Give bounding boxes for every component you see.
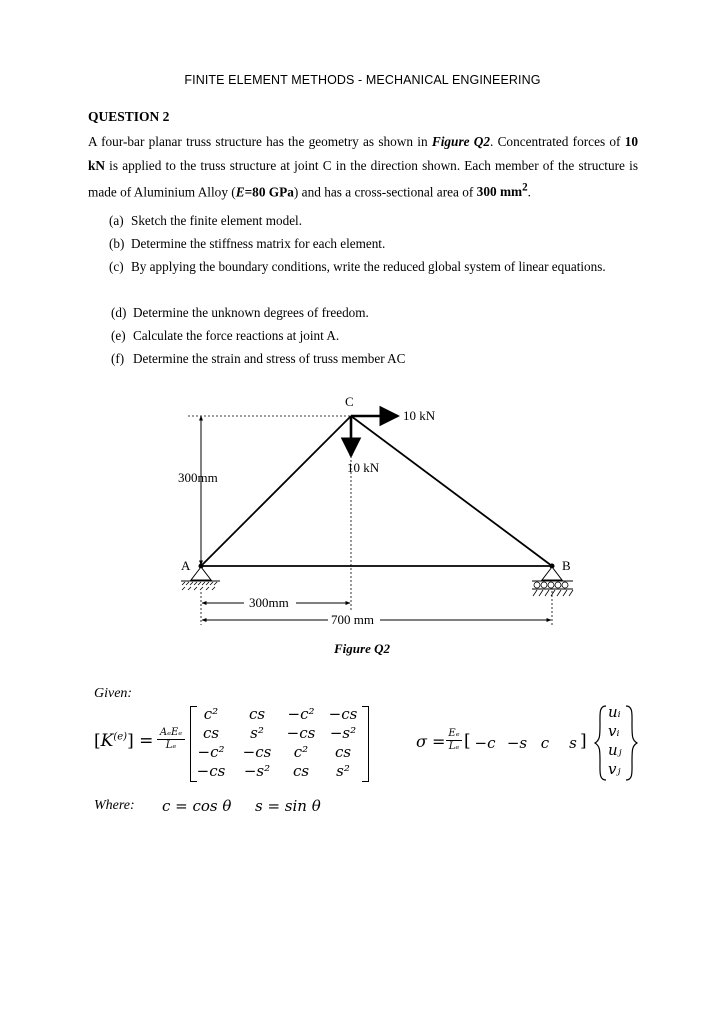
- matrix-cell: −cs: [286, 724, 316, 742]
- task-label: (a): [109, 213, 124, 228]
- node-label-b: B: [562, 558, 571, 573]
- task-text: By applying the boundary conditions, write the reduced global system of linear equations.: [131, 259, 606, 274]
- where-label: Where:: [94, 798, 135, 813]
- sigma-coefficient: [446, 728, 462, 752]
- intro-text-1: A four-bar planar truss structure has the geometry as shown in: [88, 134, 432, 149]
- matrix-cell: −c²: [287, 705, 315, 723]
- task-label: (f): [111, 351, 125, 366]
- stiffness-lhs: $[K^{(e)}]$ =: [94, 731, 154, 751]
- matrix-cell: −cs: [196, 762, 226, 780]
- stiffness-equation: [94, 700, 384, 782]
- intro-text-2: . Concentrated forces of: [490, 134, 625, 149]
- matrix-cell: −cs: [242, 743, 272, 761]
- matrix-cell: s²: [250, 724, 264, 742]
- ac-horizontal-dim-label: 300mm: [249, 595, 289, 610]
- where-line: [94, 797, 321, 815]
- ab-dim-label: 700 mm: [331, 612, 374, 627]
- column-vector-entry: vⱼ: [608, 760, 621, 778]
- matrix-cell: cs: [248, 705, 266, 723]
- task-label: (e): [111, 328, 126, 343]
- coef-numerator: AₑEₑ: [157, 727, 185, 740]
- task-text: Determine the stiffness matrix for each element.: [131, 236, 386, 251]
- area-exponent: 2: [522, 182, 528, 194]
- matrix-cell: −cs: [328, 705, 358, 723]
- force-value: 10 kN: [88, 134, 638, 173]
- horizontal-force-label: 10 kN: [403, 408, 436, 423]
- area-value: 300 mm: [476, 184, 523, 200]
- c-definition: c = cos θ: [162, 797, 232, 815]
- matrix-cell: cs: [334, 743, 352, 761]
- task-label: (b): [109, 236, 125, 251]
- row-vector-entry: −c: [474, 734, 496, 752]
- row-vector-close: ]: [580, 731, 587, 751]
- figure-caption: Figure Q2: [334, 641, 390, 656]
- task-label: (c): [109, 259, 124, 274]
- intro-text-5: .: [527, 184, 531, 200]
- row-vector-entry: −s: [506, 734, 528, 752]
- matrix-cell: −c²: [197, 743, 225, 761]
- page-header: FINITE ELEMENT METHODS - MECHANICAL ENGINEERING: [184, 73, 541, 87]
- task-label: (d): [111, 305, 127, 320]
- vertical-force-label: 10 kN: [347, 460, 380, 475]
- given-label: Given:: [94, 686, 133, 701]
- question-title: QUESTION 2: [88, 109, 170, 124]
- row-vector-open: [: [464, 731, 471, 751]
- task-text: Determine the strain and stress of truss member AC: [133, 351, 406, 366]
- s-definition: s = sin θ: [255, 797, 321, 815]
- sigma-coef-denominator: Lₑ: [448, 741, 460, 752]
- sigma-lhs: σ =: [416, 732, 446, 751]
- matrix-cell: cs: [202, 724, 220, 742]
- height-dim-label: 300mm: [178, 470, 218, 485]
- row-vector-entry: c: [540, 734, 550, 752]
- stress-equation: [412, 700, 642, 782]
- modulus-symbol: E: [235, 184, 245, 200]
- matrix-cell: s²: [336, 762, 350, 780]
- sigma-coef-numerator: Eₑ: [446, 728, 462, 741]
- node-label-a: A: [181, 558, 191, 573]
- row-vector-entry: s: [569, 734, 577, 752]
- matrix-cell: c²: [293, 743, 309, 761]
- intro-text-4: ) and has a cross-sectional area of: [293, 184, 477, 200]
- task-text: Sketch the finite element model.: [131, 213, 303, 228]
- intro-text-3: is applied to the truss structure at joint C in the direction shown. Each member of the structure is made of Aluminium Alloy (: [88, 157, 638, 200]
- member-ac: [201, 416, 351, 566]
- coef-denominator: Lₑ: [165, 740, 177, 751]
- member-cb: [351, 416, 552, 566]
- figure-reference: Figure Q2: [431, 134, 491, 149]
- matrix-cell: c²: [203, 705, 219, 723]
- stiffness-symbol: K: [100, 731, 114, 751]
- column-vector-entry: uᵢ: [608, 703, 621, 721]
- column-vector-entry: vᵢ: [608, 722, 620, 740]
- column-vector-entry: uⱼ: [608, 741, 622, 759]
- stiffness-coefficient: [157, 727, 185, 751]
- matrix-cell: −s²: [329, 724, 357, 742]
- element-superscript: (e): [113, 731, 128, 743]
- modulus-value: =80 GPa: [244, 184, 294, 200]
- task-text: Calculate the force reactions at joint A.: [133, 328, 340, 343]
- task-text: Determine the unknown degrees of freedom.: [133, 305, 369, 320]
- matrix-cell: cs: [292, 762, 310, 780]
- matrix-cell: −s²: [243, 762, 271, 780]
- node-label-c: C: [345, 394, 354, 409]
